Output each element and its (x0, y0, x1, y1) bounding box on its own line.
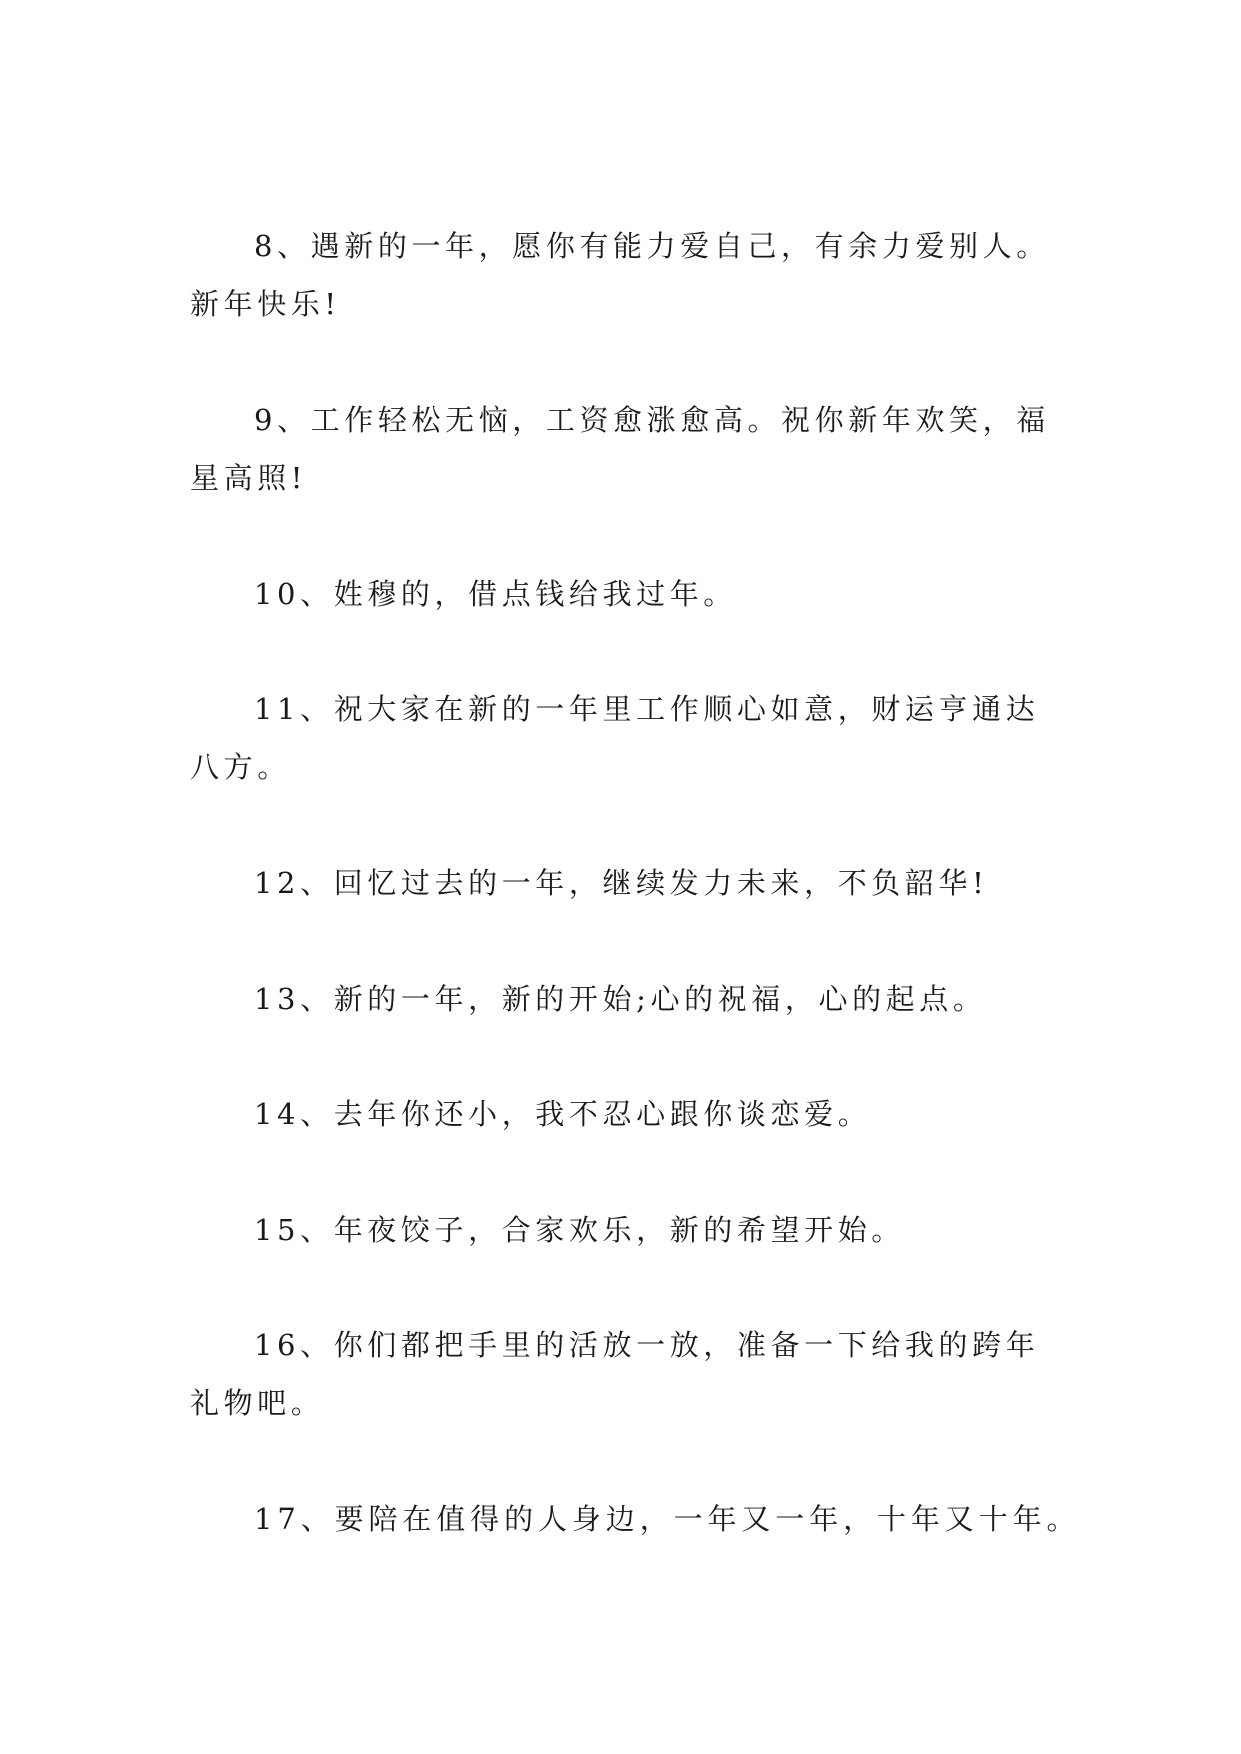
paragraph-8: 8、遇新的一年，愿你有能力爱自己，有余力爱别人。新年快乐! (190, 229, 1050, 321)
paragraph-10: 10、姓穆的，借点钱给我过年。 (254, 577, 737, 611)
paragraph-9: 9、工作轻松无恼，工资愈涨愈高。祝你新年欢笑，福星高照! (190, 403, 1050, 495)
paragraph-17: 17、要陪在值得的人身边，一年又一年，十年又十年。 (254, 1502, 1081, 1536)
paragraph-11: 11、祝大家在新的一年里工作顺心如意，财运亨通达八方。 (190, 692, 1040, 784)
paragraph-13: 13、新的一年，新的开始;心的祝福，心的起点。 (254, 982, 987, 1016)
paragraph-15: 15、年夜饺子，合家欢乐，新的希望开始。 (254, 1213, 905, 1247)
paragraph-16: 16、你们都把手里的活放一放，准备一下给我的跨年礼物吧。 (190, 1328, 1040, 1420)
paragraph-14: 14、去年你还小，我不忍心跟你谈恋爱。 (254, 1097, 872, 1131)
paragraph-12: 12、回忆过去的一年，继续发力未来，不负韶华! (254, 866, 989, 900)
